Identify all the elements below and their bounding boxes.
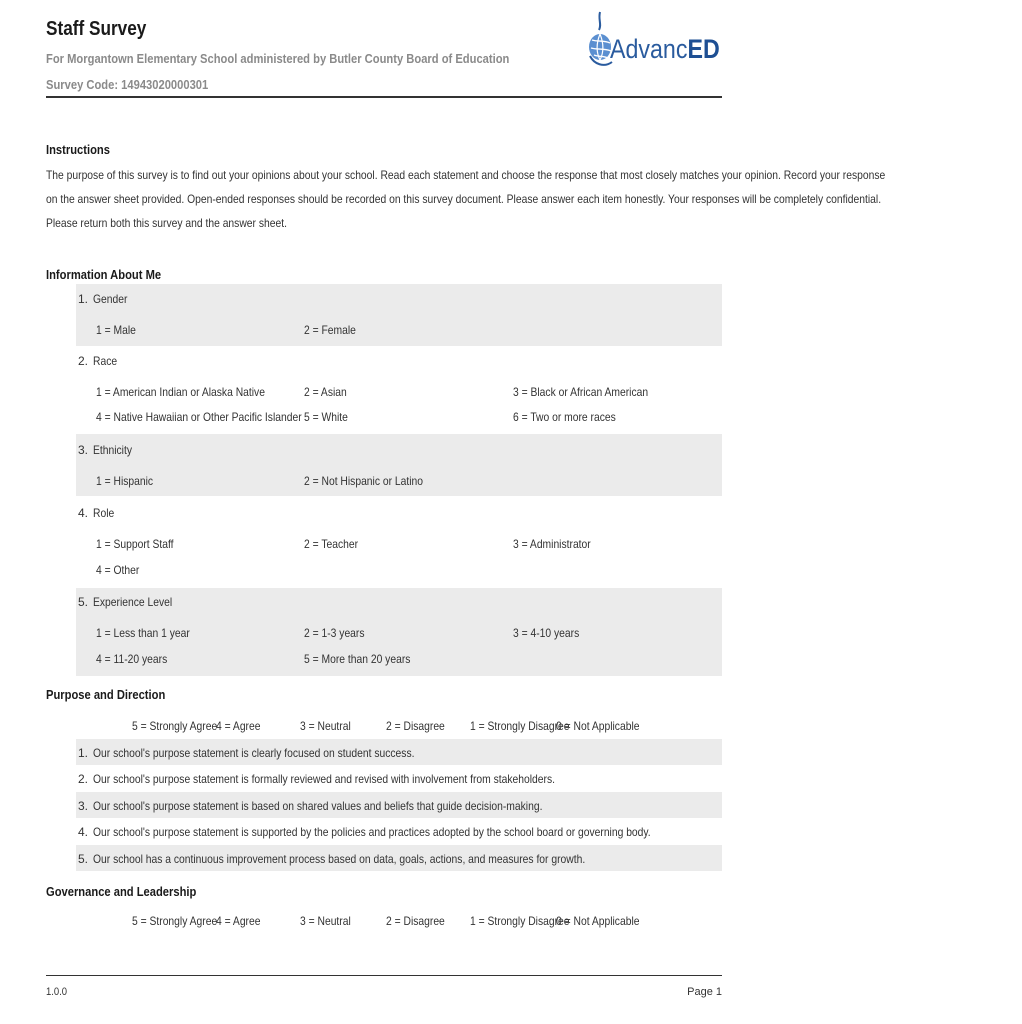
scale-neutral: 3 = Neutral <box>300 914 351 928</box>
instructions-line: on the answer sheet provided. Open-ended responses should be recorded on this survey document. Please answer each item honestly. Your responses will be completely confidential. <box>46 192 882 206</box>
scale-neutral: 3 = Neutral <box>300 719 351 733</box>
item-number: 5. <box>77 852 88 866</box>
question-experience: Experience Level <box>93 595 173 609</box>
option-race-5: 5 = White <box>304 410 348 424</box>
option-race-6: 6 = Two or more races <box>513 410 616 424</box>
instructions-line: Please return both this survey and the answer sheet. <box>46 216 287 230</box>
option-experience-2: 2 = 1-3 years <box>304 626 365 640</box>
purpose-heading: Purpose and Direction <box>46 687 166 702</box>
option-male: 1 = Male <box>96 323 136 337</box>
option-role-1: 1 = Support Staff <box>96 537 174 551</box>
option-role-3: 3 = Administrator <box>513 537 591 551</box>
question-number: 1. <box>77 292 88 306</box>
page-title: Staff Survey <box>46 18 147 40</box>
option-experience-1: 1 = Less than 1 year <box>96 626 190 640</box>
option-experience-4: 4 = 11-20 years <box>96 652 168 666</box>
option-experience-3: 3 = 4-10 years <box>513 626 580 640</box>
scale-disagree: 2 = Disagree <box>386 719 445 733</box>
question-race: Race <box>93 354 118 368</box>
question-number: 5. <box>77 595 88 609</box>
option-ethnicity-2: 2 = Not Hispanic or Latino <box>304 474 424 488</box>
scale-disagree: 2 = Disagree <box>386 914 445 928</box>
question-band-gender <box>76 284 722 346</box>
instructions-heading: Instructions <box>46 142 110 157</box>
option-race-3: 3 = Black or African American <box>513 385 649 399</box>
purpose-item: Our school's purpose statement is supported by the policies and practices adopted by the school board or governing body. <box>93 825 651 839</box>
option-race-2: 2 = Asian <box>304 385 347 399</box>
version-label: 1.0.0 <box>46 986 68 998</box>
advanced-logo <box>586 10 726 76</box>
logo-wordmark: AdvancED <box>610 34 720 64</box>
scale-not-applicable: 0 = Not Applicable <box>556 719 640 733</box>
option-role-4: 4 = Other <box>96 563 140 577</box>
option-race-4: 4 = Native Hawaiian or Other Pacific Islander <box>96 410 302 424</box>
question-number: 3. <box>77 443 88 457</box>
question-ethnicity: Ethnicity <box>93 443 133 457</box>
option-experience-5: 5 = More than 20 years <box>304 652 411 666</box>
item-number: 3. <box>77 799 88 813</box>
option-ethnicity-1: 1 = Hispanic <box>96 474 154 488</box>
question-gender: Gender <box>93 292 128 306</box>
survey-code: Survey Code: 14943020000301 <box>46 77 209 92</box>
question-role: Role <box>93 506 115 520</box>
instructions-line: The purpose of this survey is to find out your opinions about your school. Read each statement and choose the response that most closely matches your opinion. Record your response <box>46 168 886 182</box>
info-heading: Information About Me <box>46 267 162 282</box>
scale-agree: 4 = Agree <box>216 914 261 928</box>
option-race-1: 1 = American Indian or Alaska Native <box>96 385 265 399</box>
scale-strongly-disagree: 1 = Strongly Disagree <box>470 719 570 733</box>
item-number: 1. <box>77 746 88 760</box>
header-divider <box>46 96 722 98</box>
purpose-item: Our school has a continuous improvement process based on data, goals, actions, and measures for growth. <box>93 852 586 866</box>
scale-agree: 4 = Agree <box>216 719 261 733</box>
purpose-item: Our school's purpose statement is clearly focused on student success. <box>93 746 415 760</box>
survey-subtitle: For Morgantown Elementary School administered by Butler County Board of Education <box>46 51 510 66</box>
item-number: 2. <box>77 772 88 786</box>
scale-strongly-agree: 5 = Strongly Agree <box>132 914 218 928</box>
scale-strongly-agree: 5 = Strongly Agree <box>132 719 218 733</box>
scale-not-applicable: 0 = Not Applicable <box>556 914 640 928</box>
purpose-item: Our school's purpose statement is based on shared values and beliefs that guide decision-making. <box>93 799 543 813</box>
governance-heading: Governance and Leadership <box>46 884 197 899</box>
page-number: Page 1 <box>687 986 722 998</box>
footer-divider <box>46 975 722 976</box>
question-number: 2. <box>77 354 88 368</box>
question-number: 4. <box>77 506 88 520</box>
purpose-item: Our school's purpose statement is formally reviewed and revised with involvement from stakeholders. <box>93 772 555 786</box>
scale-strongly-disagree: 1 = Strongly Disagree <box>470 914 570 928</box>
item-number: 4. <box>77 825 88 839</box>
option-female: 2 = Female <box>304 323 356 337</box>
option-role-2: 2 = Teacher <box>304 537 359 551</box>
